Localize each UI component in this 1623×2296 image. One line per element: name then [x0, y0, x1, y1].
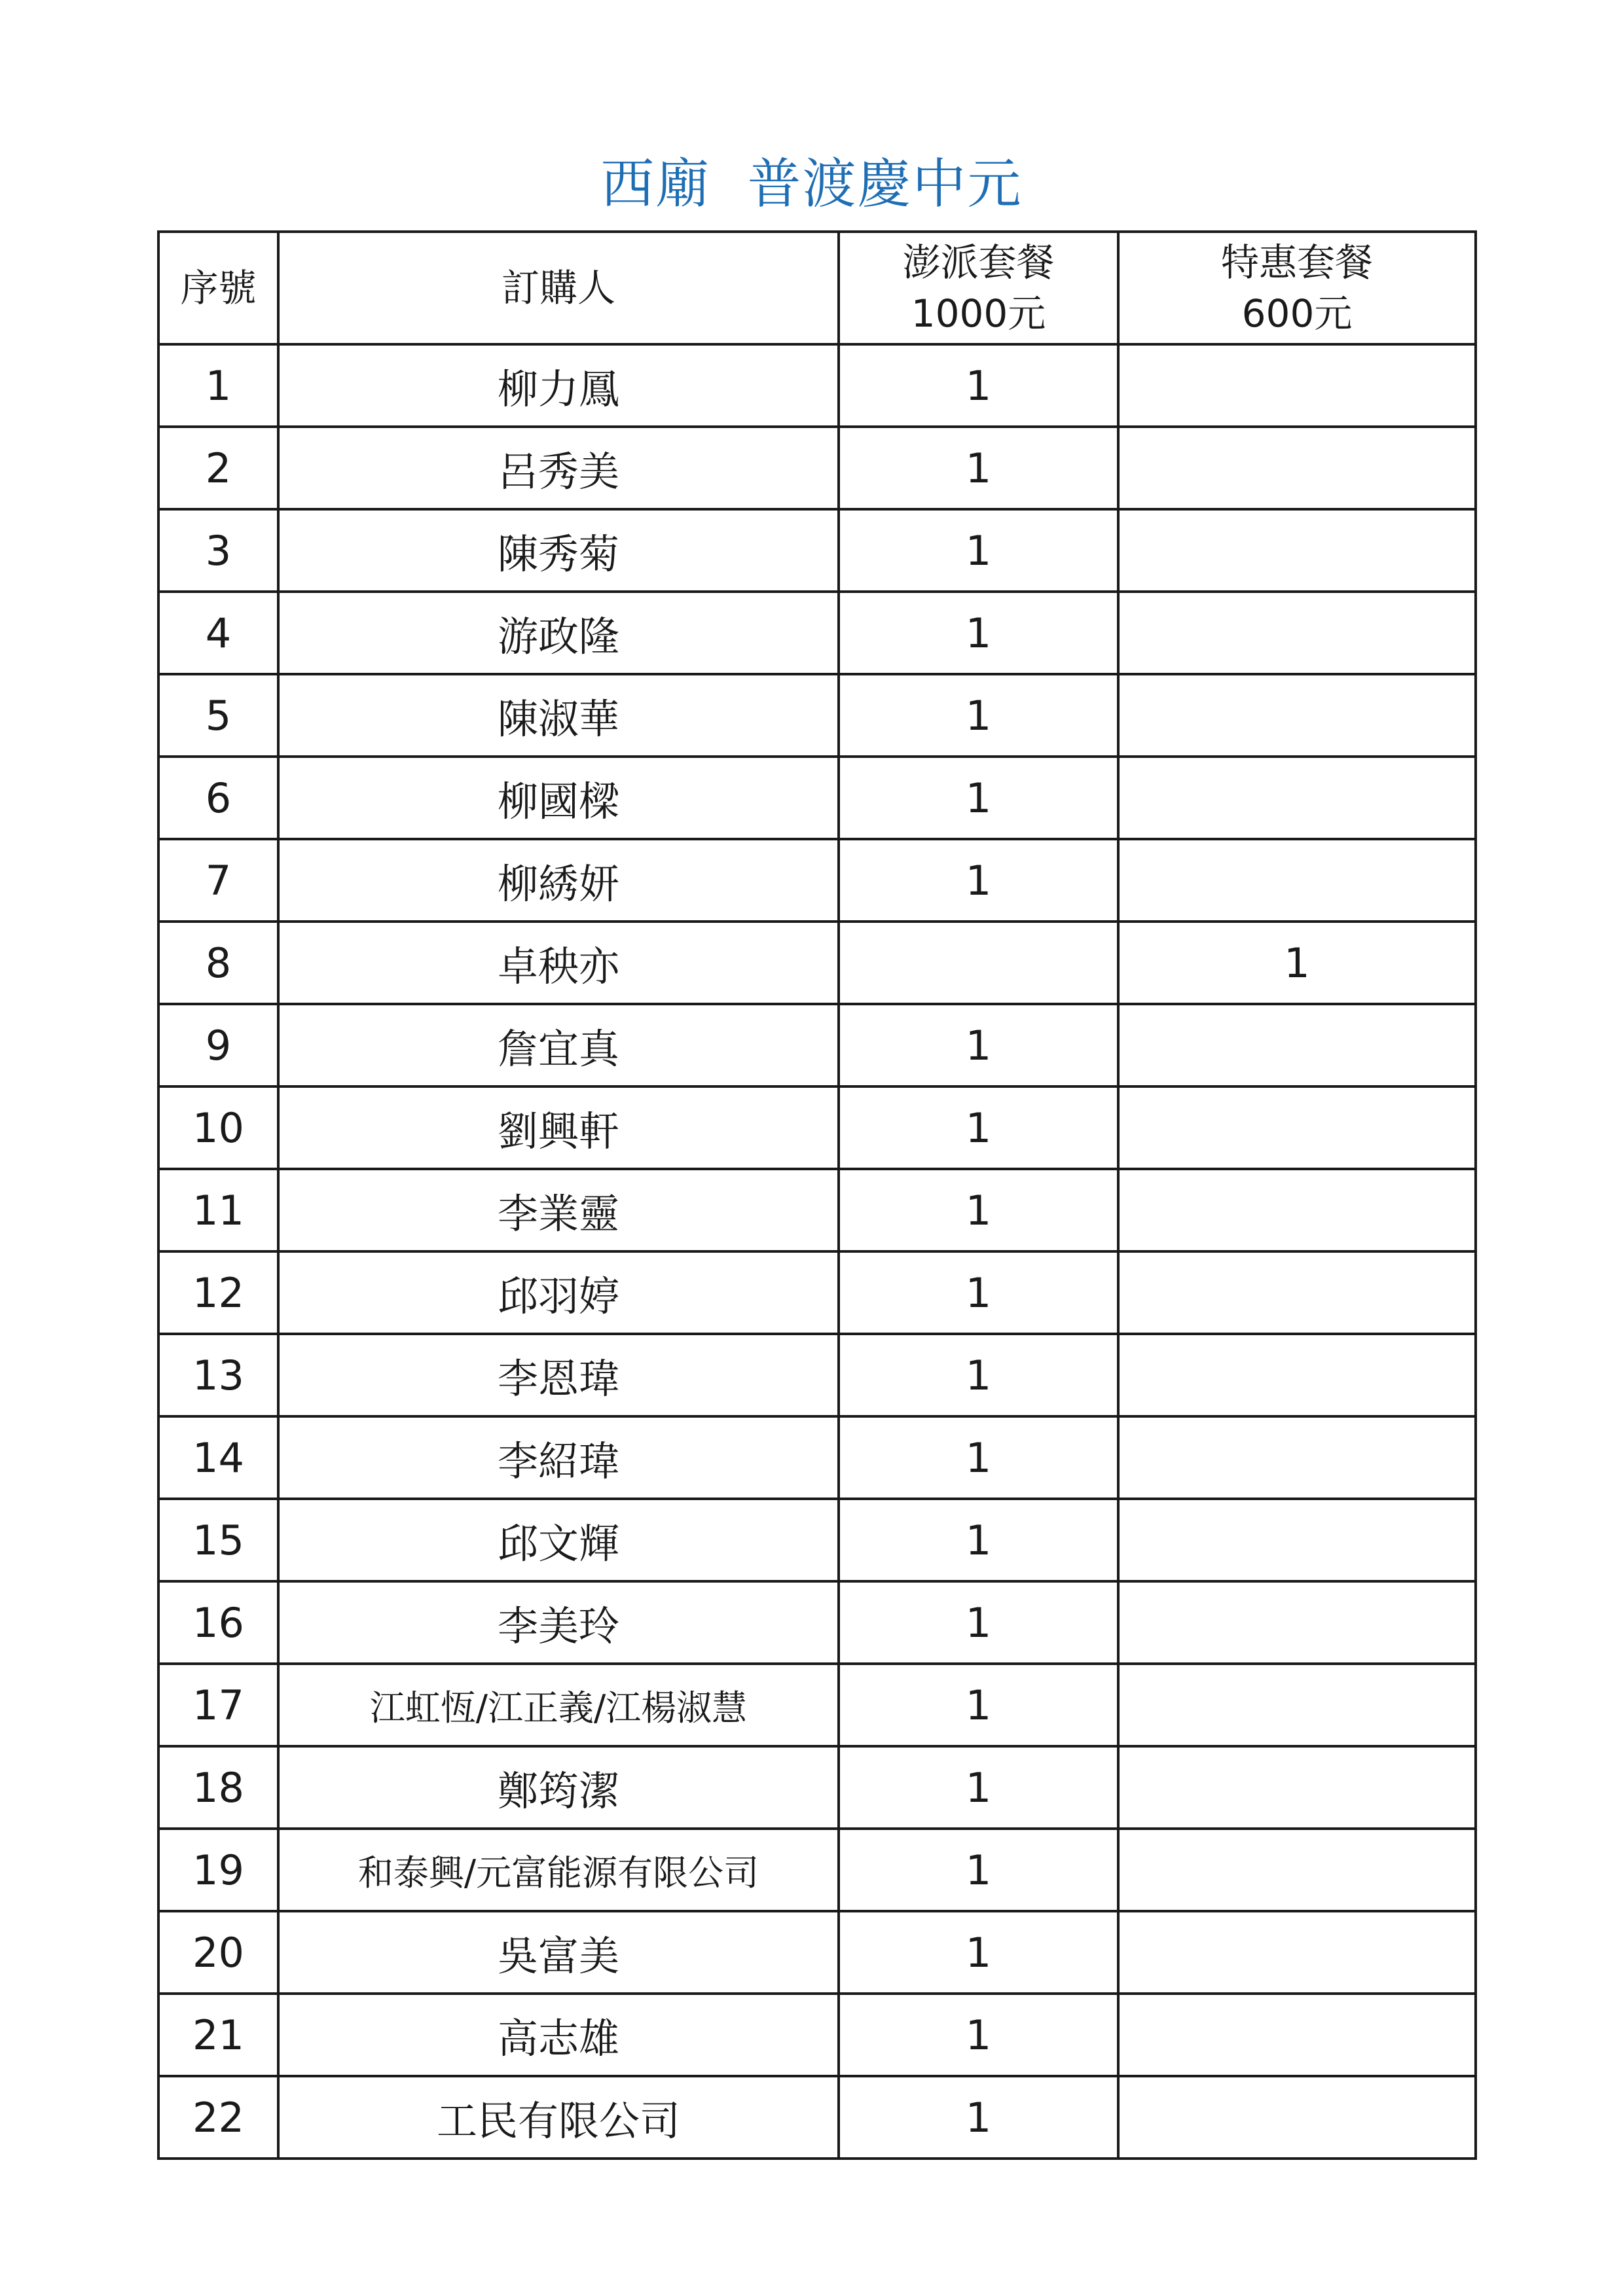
cell-set-b-qty — [1118, 2076, 1476, 2159]
cell-set-a-qty: 1 — [839, 1169, 1118, 1251]
cell-name: 邱文輝 — [278, 1499, 839, 1581]
cell-set-b-qty — [1118, 757, 1476, 839]
cell-seq: 17 — [158, 1664, 278, 1746]
table-row — [158, 757, 1476, 839]
cell-set-a-qty: 1 — [839, 1086, 1118, 1169]
cell-set-b-qty — [1118, 1334, 1476, 1416]
table-row — [158, 344, 1476, 427]
cell-set-a-qty: 1 — [839, 1004, 1118, 1086]
cell-set-a-qty: 1 — [839, 1499, 1118, 1581]
cell-seq: 19 — [158, 1829, 278, 1911]
cell-set-b-qty — [1118, 344, 1476, 427]
cell-set-a-qty: 1 — [839, 1251, 1118, 1334]
cell-name: 工民有限公司 — [278, 2076, 839, 2159]
cell-seq: 21 — [158, 1994, 278, 2076]
cell-set-a-qty: 1 — [839, 1746, 1118, 1829]
cell-seq: 2 — [158, 427, 278, 509]
cell-name: 邱羽婷 — [278, 1251, 839, 1334]
cell-name: 劉興軒 — [278, 1086, 839, 1169]
cell-seq: 9 — [158, 1004, 278, 1086]
table-row — [158, 1169, 1476, 1251]
cell-set-a-qty — [839, 922, 1118, 1004]
cell-name: 詹宜真 — [278, 1004, 839, 1086]
header-set-b-price: 600元 — [1241, 291, 1353, 336]
cell-set-a-qty: 1 — [839, 1829, 1118, 1911]
table-row — [158, 2076, 1476, 2159]
cell-seq: 7 — [158, 839, 278, 922]
cell-name: 李恩瑋 — [278, 1334, 839, 1416]
cell-name: 游政隆 — [278, 592, 839, 674]
cell-set-b-qty — [1118, 1664, 1476, 1746]
table-row — [158, 509, 1476, 592]
table-header-row — [158, 232, 1476, 344]
cell-seq: 11 — [158, 1169, 278, 1251]
cell-name: 鄭筠潔 — [278, 1746, 839, 1829]
cell-set-a-qty: 1 — [839, 674, 1118, 757]
table-row — [158, 1499, 1476, 1581]
table-row — [158, 1251, 1476, 1334]
order-table — [157, 230, 1477, 2160]
cell-set-b-qty — [1118, 1829, 1476, 1911]
cell-seq: 16 — [158, 1581, 278, 1664]
cell-name: 卓秧亦 — [278, 922, 839, 1004]
header-set-a — [839, 232, 1118, 344]
cell-seq: 14 — [158, 1416, 278, 1499]
table-row — [158, 1664, 1476, 1746]
cell-set-b-qty — [1118, 1251, 1476, 1334]
cell-seq: 6 — [158, 757, 278, 839]
cell-set-a-qty: 1 — [839, 344, 1118, 427]
cell-set-a-qty: 1 — [839, 1334, 1118, 1416]
cell-set-a-qty: 1 — [839, 757, 1118, 839]
cell-seq: 4 — [158, 592, 278, 674]
cell-name: 陳淑華 — [278, 674, 839, 757]
cell-set-b-qty — [1118, 592, 1476, 674]
cell-set-a-qty: 1 — [839, 509, 1118, 592]
cell-set-a-qty: 1 — [839, 839, 1118, 922]
table-row — [158, 674, 1476, 757]
table-row — [158, 1829, 1476, 1911]
cell-set-b-qty: 1 — [1118, 922, 1476, 1004]
table-body — [158, 344, 1476, 2159]
table-row — [158, 1004, 1476, 1086]
cell-name: 柳力鳳 — [278, 344, 839, 427]
table-row — [158, 1994, 1476, 2076]
table-row — [158, 1086, 1476, 1169]
table-row — [158, 1416, 1476, 1499]
cell-seq: 12 — [158, 1251, 278, 1334]
cell-set-b-qty — [1118, 509, 1476, 592]
cell-set-a-qty: 1 — [839, 592, 1118, 674]
cell-name: 和泰興/元富能源有限公司 — [278, 1829, 839, 1911]
cell-seq: 3 — [158, 509, 278, 592]
cell-seq: 22 — [158, 2076, 278, 2159]
cell-set-b-qty — [1118, 1004, 1476, 1086]
cell-set-b-qty — [1118, 1499, 1476, 1581]
cell-name: 陳秀菊 — [278, 509, 839, 592]
cell-seq: 18 — [158, 1746, 278, 1829]
cell-set-b-qty — [1118, 1911, 1476, 1994]
cell-seq: 20 — [158, 1911, 278, 1994]
cell-set-a-qty: 1 — [839, 2076, 1118, 2159]
header-set-a-name: 澎派套餐 — [902, 240, 1055, 285]
cell-set-a-qty: 1 — [839, 427, 1118, 509]
header-set-b-name: 特惠套餐 — [1220, 240, 1373, 285]
table-row — [158, 427, 1476, 509]
page-title: 西廟 普渡慶中元 — [600, 153, 1023, 215]
cell-name: 李業靈 — [278, 1169, 839, 1251]
table-row — [158, 1911, 1476, 1994]
cell-name: 高志雄 — [278, 1994, 839, 2076]
cell-name: 柳綉妍 — [278, 839, 839, 922]
cell-name: 柳國樑 — [278, 757, 839, 839]
header-set-a-price: 1000元 — [911, 291, 1046, 336]
table-row — [158, 1334, 1476, 1416]
table-row — [158, 1581, 1476, 1664]
cell-set-b-qty — [1118, 1086, 1476, 1169]
table-row — [158, 1746, 1476, 1829]
table-row — [158, 922, 1476, 1004]
cell-set-b-qty — [1118, 1746, 1476, 1829]
cell-name: 李紹瑋 — [278, 1416, 839, 1499]
cell-set-b-qty — [1118, 1416, 1476, 1499]
cell-name: 江虹恆/江正義/江楊淑慧 — [278, 1664, 839, 1746]
header-name: 訂購人 — [278, 232, 839, 344]
cell-set-b-qty — [1118, 1169, 1476, 1251]
cell-set-b-qty — [1118, 839, 1476, 922]
cell-set-b-qty — [1118, 674, 1476, 757]
cell-set-b-qty — [1118, 1581, 1476, 1664]
cell-name: 吳富美 — [278, 1911, 839, 1994]
cell-seq: 1 — [158, 344, 278, 427]
cell-seq: 15 — [158, 1499, 278, 1581]
cell-set-a-qty: 1 — [839, 1416, 1118, 1499]
cell-seq: 5 — [158, 674, 278, 757]
cell-seq: 8 — [158, 922, 278, 1004]
header-seq: 序號 — [158, 232, 278, 344]
cell-set-a-qty: 1 — [839, 1911, 1118, 1994]
cell-seq: 10 — [158, 1086, 278, 1169]
table-row — [158, 592, 1476, 674]
cell-set-b-qty — [1118, 1994, 1476, 2076]
cell-seq: 13 — [158, 1334, 278, 1416]
cell-set-a-qty: 1 — [839, 1581, 1118, 1664]
cell-set-a-qty: 1 — [839, 1994, 1118, 2076]
cell-name: 呂秀美 — [278, 427, 839, 509]
cell-set-b-qty — [1118, 427, 1476, 509]
cell-name: 李美玲 — [278, 1581, 839, 1664]
table-row — [158, 839, 1476, 922]
cell-set-a-qty: 1 — [839, 1664, 1118, 1746]
header-set-b — [1118, 232, 1476, 344]
